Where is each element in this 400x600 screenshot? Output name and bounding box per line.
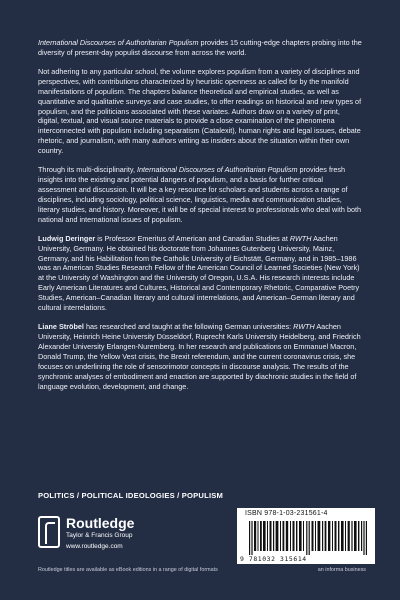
publisher-url: www.routledge.com bbox=[66, 543, 123, 550]
publisher-logo bbox=[38, 510, 168, 560]
book-title: International Discourses of Authoritarian Populism bbox=[136, 165, 298, 175]
informa-tagline: an informa business bbox=[317, 567, 366, 573]
ebook-note: Routledge titles are available as eBook editions in a range of digital formats bbox=[38, 567, 218, 573]
bio-text: has researched and taught at the following German universities: bbox=[83, 322, 294, 332]
blurb-text: provides 15 cutting-edge chapters probing into the diversity of present-day populist discourse from across the world. bbox=[38, 38, 362, 57]
barcode-digits: 9 781032 315614 bbox=[240, 555, 307, 563]
bio-text: Aachen University, Germany. He obtained his doctorate from Johannes Gutenberg University, Mainz, Germany, and his Habilitation from the Catholic University of Eichstätt, Germany, and in 1985–1986 was an American Studies Research Fellow of the American Council of Learned Societies (New York) at the University of Washington and the University of Oregon, U.S.A. His research interests include Early American Literatures and Cultures, Historical and Contemporary Rhetoric, Comparative Poetry Studies, American–Canadian literary and cultural interrelations, and American–German literary and cultural interrelations. bbox=[38, 233, 360, 313]
institution: RWTH bbox=[289, 233, 312, 243]
blurb-paragraph-3 bbox=[38, 165, 362, 225]
institution: RWTH bbox=[293, 322, 315, 332]
publisher-name: Routledge bbox=[66, 515, 135, 531]
publisher-group: Taylor & Francis Group bbox=[66, 532, 133, 539]
author-bio-1 bbox=[38, 234, 362, 313]
book-title: International Discourses of Authoritarian Populism bbox=[38, 38, 199, 47]
isbn-label: ISBN 978-1-03-231561-4 bbox=[245, 510, 328, 517]
blurb-text: provides fresh insights into the existing and potential dangers of populism, and a basis for further critical assessment and discussion. It will be a key resource for scholars and students across a range of disciplines, including sociology, political science, linguistics, media and communication studies, literary studies, and history. Moreover, it will be of special interest to professionals who deal with both national and international issues of populism. bbox=[38, 165, 362, 224]
author-name: Liane Ströbel bbox=[38, 322, 84, 332]
blurb-paragraph-1 bbox=[38, 38, 362, 58]
subject-categories: POLITICS / POLITICAL IDEOLOGIES / POPULISM bbox=[38, 491, 224, 500]
bio-text: is Professor Emeritus of American and Canadian Studies at bbox=[95, 233, 290, 243]
author-bio-2 bbox=[38, 322, 362, 391]
routledge-logo-icon bbox=[38, 516, 60, 548]
author-name: Ludwig Deringer bbox=[38, 233, 96, 243]
blurb-text: Through its multi-disciplinarity, bbox=[38, 165, 137, 175]
barcode bbox=[237, 508, 375, 564]
blurb bbox=[38, 38, 362, 401]
blurb-paragraph-2: Not adhering to any particular school, the volume explores populism from a variety of disciplines and perspectives, with contributions characterized by heuristic openness as called for by the manifold manifestations of populism. The chapters balance theoretical and empirical studies, as well as quantitative and qualitative surveys and case studies, to offer readings on historical and new types of populism, and the politicians associated with these variates. Authors draw on a variety of print, digital, textual, and visual source materials to provide a close examination of the phenomena interconnected with populism including separatism (Catalexit), human rights and legal issues, debate rhetoric, and journalism, with many authors writing as insiders about the situation within their own country. bbox=[38, 66, 362, 156]
barcode-bars-icon bbox=[249, 521, 367, 555]
bio-text: Aachen University, Heinrich Heine University Düsseldorf, Ruprecht Karls University Heidelberg, and Friedrich Alexander University Erlangen-Nuremberg. In her research and publications on Emmanuel Macron, Donald Trump, the Yellow Vest crisis, the Brexit referendum, and the current coronavirus crisis, she focuses on underlining the role of sensorimotor concepts in discourse analysis. The results of the synchronic analyses of embodiment and enaction are supported by diachronic studies in the field of language evolution, development, and change. bbox=[38, 322, 361, 391]
